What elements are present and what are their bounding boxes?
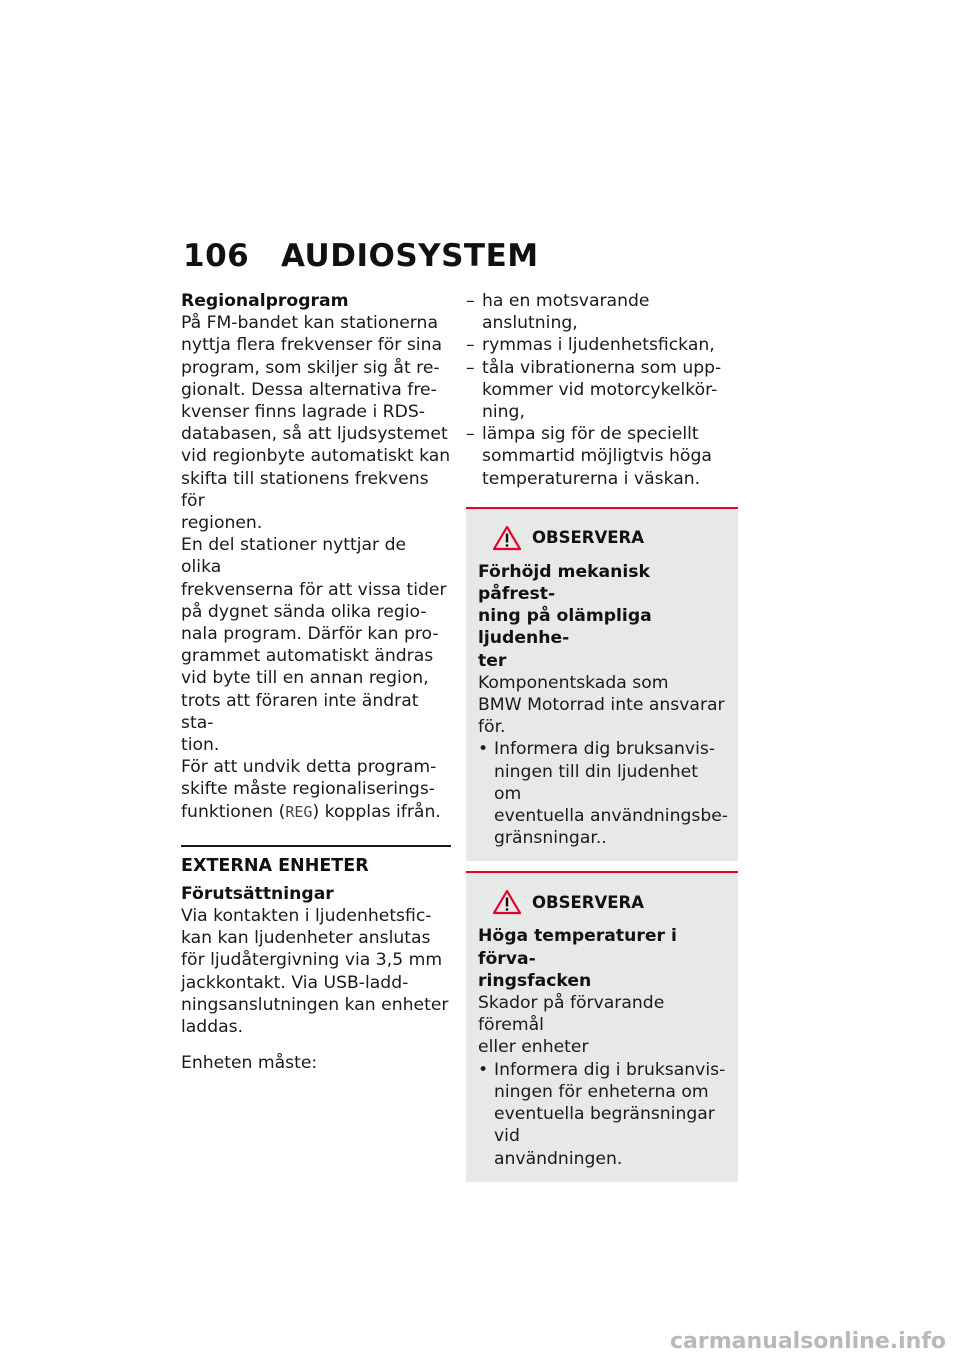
- text-line: Höga temperaturer i förva-: [478, 926, 677, 969]
- warning-title: [478, 925, 728, 992]
- paragraph-regional-1: [181, 312, 451, 534]
- text-line: Informera dig i bruksanvis-: [494, 1059, 726, 1080]
- text-line: jackkontakt. Via USB-ladd-: [181, 972, 409, 993]
- text-line: ningen till din ljudenhet om: [494, 761, 699, 804]
- text-line: sommartid möjligtvis höga: [482, 446, 712, 467]
- watermark: carmanualsonline.info: [670, 1329, 946, 1354]
- left-column: [181, 290, 451, 1075]
- right-column: [466, 290, 738, 1182]
- text-line: kvenser finns lagrade i RDS-: [181, 402, 425, 423]
- page-header: [183, 238, 539, 274]
- text-line: trots att föraren inte ändrat sta-: [181, 690, 419, 733]
- list-item: [466, 423, 738, 490]
- text-line: eventuella begränsningar vid: [494, 1104, 715, 1147]
- text-line: rymmas i ljudenhetsfickan,: [482, 335, 715, 356]
- text-line: kan kan ljudenheter anslutas: [181, 928, 431, 949]
- warning-header: [478, 889, 728, 915]
- text-line: Informera dig bruksanvis-: [494, 739, 716, 760]
- text-line: kommer vid motorcykelkör-: [482, 379, 718, 400]
- text-line: för ljudåtergivning via 3,5 mm: [181, 950, 443, 971]
- text-line: vid regionbyte automatiskt kan: [181, 446, 451, 467]
- text-line: ningsanslutningen kan enheter: [181, 994, 449, 1015]
- list-item: [466, 334, 738, 356]
- text-line: databasen, så att ljudsystemet: [181, 424, 448, 445]
- text-line: En del stationer nyttjar de olika: [181, 535, 407, 578]
- text-line: för.: [478, 717, 506, 738]
- dash-marker: –: [466, 424, 475, 445]
- bullet-marker: •: [478, 739, 489, 760]
- text-line: Komponentskada som: [478, 672, 669, 693]
- warning-body: [478, 672, 728, 739]
- warning-bullets: [478, 738, 728, 849]
- text-line: BMW Motorrad inte ansvarar: [478, 695, 725, 716]
- dash-marker: –: [466, 357, 475, 378]
- text-line: laddas.: [181, 1017, 244, 1038]
- text-fragment: ) kopplas ifrån.: [312, 801, 441, 822]
- text-line: temperaturerna i väskan.: [482, 468, 701, 489]
- page-number: 106: [183, 238, 250, 274]
- paragraph-regional-3-last: [181, 801, 451, 823]
- text-line: På FM-bandet kan stationerna: [181, 313, 438, 334]
- bullet-marker: •: [478, 1059, 489, 1080]
- warning-box-2: [466, 871, 738, 1181]
- text-line: gränsningar..: [494, 828, 607, 849]
- list-item: [478, 1059, 728, 1170]
- warning-body: [478, 992, 728, 1059]
- dash-marker: –: [466, 335, 475, 356]
- text-line: eventuella användningsbe-: [494, 806, 729, 827]
- text-line: användningen.: [494, 1148, 623, 1169]
- text-line: Skador på förvarande föremål: [478, 993, 665, 1036]
- text-line: Via kontakten i ljudenhetsfic-: [181, 906, 432, 927]
- paragraph-externa-2: Enheten måste:: [181, 1053, 318, 1074]
- warning-label: OBSERVERA: [532, 528, 644, 548]
- text-line: nala program. Därför kan pro-: [181, 624, 439, 645]
- warning-triangle-icon: [492, 889, 522, 915]
- dash-marker: –: [466, 291, 475, 311]
- text-line: ning,: [482, 402, 525, 423]
- warning-header: [478, 525, 728, 551]
- text-line: Förhöjd mekanisk påfrest-: [478, 561, 650, 605]
- text-line: tåla vibrationerna som upp-: [482, 357, 722, 378]
- warning-title: [478, 561, 728, 672]
- text-line: på dygnet sända olika regio-: [181, 601, 427, 622]
- text-line: eller enheter: [478, 1037, 589, 1058]
- text-line: frekvenserna för att vissa tider: [181, 579, 447, 600]
- paragraph-regional-3: [181, 756, 451, 823]
- requirements-list: [466, 290, 738, 490]
- text-line: ringsfacken: [478, 970, 592, 991]
- text-line: tion.: [181, 735, 220, 756]
- list-item: [466, 357, 738, 424]
- warning-box-1: [466, 507, 738, 862]
- text-line: ningen för enheterna om: [494, 1081, 709, 1102]
- text-line: ha en motsvarande anslutning,: [482, 291, 650, 334]
- text-line: grammet automatiskt ändras: [181, 646, 434, 667]
- text-line: vid byte till en annan region,: [181, 668, 429, 689]
- text-line: lämpa sig för de speciellt: [482, 424, 699, 445]
- chapter-title: AUDIOSYSTEM: [281, 238, 539, 274]
- list-item: [466, 290, 738, 334]
- paragraph-regional-3-lines: [181, 756, 451, 800]
- warning-triangle-icon: [492, 525, 522, 551]
- text-line: regionen.: [181, 513, 263, 534]
- section-title-externa-enheter: EXTERNA ENHETER: [181, 845, 451, 877]
- text-line: ning på olämpliga ljudenhe-: [478, 606, 652, 649]
- text-line: För att undvik detta program-: [181, 757, 437, 778]
- text-line: skifta till stationens frekvens för: [181, 468, 429, 511]
- text-fragment: funktionen (: [181, 801, 286, 822]
- reg-code: REG: [285, 802, 313, 821]
- warning-label: OBSERVERA: [532, 892, 644, 912]
- list-item: [478, 738, 728, 849]
- subheading-regionalprogram: Regionalprogram: [181, 291, 349, 311]
- text-line: nyttja flera frekvenser för sina: [181, 335, 442, 356]
- text-line: skifte måste regionaliserings-: [181, 779, 435, 800]
- subheading-forutsattningar: Förutsättningar: [181, 883, 334, 904]
- paragraph-regional-2: [181, 534, 451, 756]
- text-line: program, som skiljer sig åt re-: [181, 357, 440, 378]
- text-line: ter: [478, 650, 507, 671]
- warning-bullets: [478, 1059, 728, 1170]
- text-line: gionalt. Dessa alternativa fre-: [181, 379, 437, 400]
- paragraph-externa-1: [181, 905, 451, 1038]
